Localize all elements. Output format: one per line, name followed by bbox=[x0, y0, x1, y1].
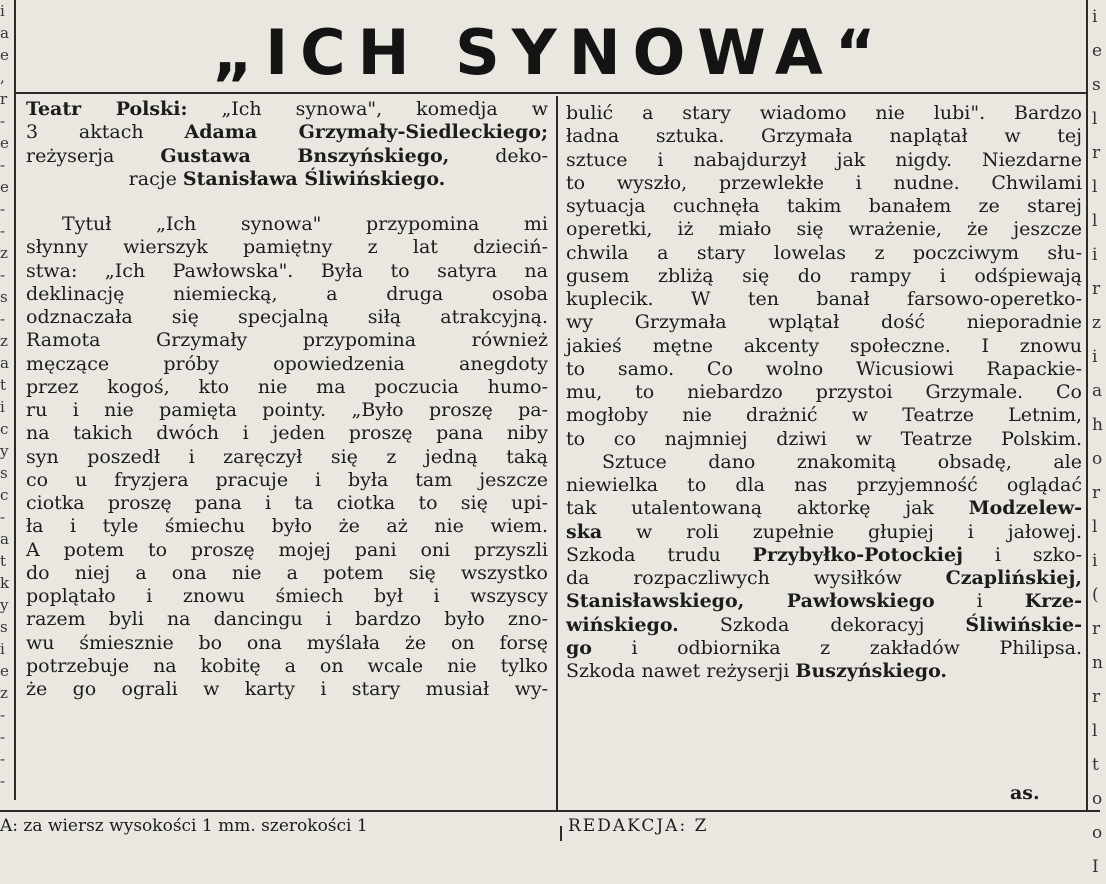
cropped-character: e bbox=[0, 46, 9, 64]
text-line bbox=[26, 446, 548, 469]
text-run: kuplecik. W ten banał farsowo-operetko- bbox=[566, 288, 1082, 310]
text-line bbox=[566, 544, 1082, 567]
cropped-character: I bbox=[1092, 857, 1099, 877]
text-run: sytuacja cuchnęła takim banałem ze starej bbox=[566, 195, 1082, 217]
cropped-character: - bbox=[0, 772, 6, 790]
footer-advertising-rates: A: za wiersz wysokości 1 mm. szerokości 1 bbox=[0, 816, 368, 836]
cropped-character: k bbox=[0, 574, 10, 592]
text-line bbox=[566, 195, 1082, 218]
cropped-character: e bbox=[0, 662, 9, 680]
text-run: w roli zupełnie głupiej i jałowej. bbox=[602, 520, 1082, 543]
bold-name-run: Gustawa Bnszyńskiego, bbox=[160, 144, 450, 167]
text-line bbox=[566, 521, 1082, 544]
bold-name-run: Czaplińskiej, bbox=[945, 567, 1082, 589]
cropped-character: t bbox=[0, 552, 7, 570]
cropped-character: l bbox=[1092, 109, 1098, 129]
cropped-character: - bbox=[0, 266, 6, 284]
cropped-character: z bbox=[0, 244, 8, 262]
cropped-character: l bbox=[1092, 517, 1098, 537]
text-run: i szko- bbox=[962, 543, 1082, 566]
text-line bbox=[26, 562, 548, 585]
left-column-body bbox=[26, 213, 548, 701]
article-headline: „ICH SYNOWA“ bbox=[212, 16, 888, 89]
text-line bbox=[26, 213, 548, 236]
text-run: odznaczała się specjalną siłą atrakcyjną. bbox=[26, 306, 548, 328]
cropped-character: e bbox=[0, 178, 9, 196]
text-line bbox=[26, 306, 548, 329]
text-line bbox=[566, 335, 1082, 358]
text-line bbox=[26, 329, 548, 352]
cropped-character: s bbox=[0, 288, 8, 306]
text-line bbox=[26, 98, 548, 121]
text-run: to samo. Co wolno Wicusiowi Rapackie- bbox=[566, 357, 1082, 380]
text-line bbox=[26, 399, 548, 422]
text-line bbox=[26, 515, 548, 538]
text-run: Sztuce dano znakomitą obsadę, ale bbox=[602, 450, 1082, 473]
text-line bbox=[566, 404, 1082, 427]
text-line bbox=[566, 242, 1082, 265]
cropped-character: r bbox=[0, 90, 8, 108]
text-run: wy Grzymała wplątał dość nieporadnie bbox=[566, 311, 1082, 334]
bold-name-run: wińskiego. bbox=[566, 613, 679, 636]
bold-name-run: ska bbox=[566, 520, 603, 543]
cropped-character: i bbox=[1092, 7, 1098, 27]
text-run: do niej a ona nie a potem się wszystko bbox=[26, 561, 548, 584]
bold-name-run: Teatr Polski: bbox=[26, 98, 188, 120]
cropped-character: i bbox=[1092, 245, 1098, 265]
text-run: syn poszedł i zaręczył się z jedną taką bbox=[26, 445, 548, 468]
bold-name-run: Adama Grzymały-Siedleckiego; bbox=[184, 121, 548, 144]
text-run: przez kogoś, kto nie ma poczucia humo- bbox=[26, 375, 548, 398]
text-run: męczące próby opowiedzenia anegdoty bbox=[26, 352, 548, 375]
cropped-character: o bbox=[1092, 789, 1103, 809]
text-run: deklinację niemiecką, a druga osoba bbox=[26, 282, 548, 305]
cropped-left-column-edge bbox=[0, 0, 12, 800]
cropped-character: r bbox=[1092, 483, 1101, 503]
text-run: da rozpaczliwych wysiłków bbox=[566, 567, 946, 589]
text-run: ru i nie pamięta pointy. „Było proszę pa- bbox=[26, 399, 548, 421]
article-lead bbox=[26, 98, 548, 191]
bold-name-run: Stanisławskiego, Pawłowskiego bbox=[566, 590, 935, 613]
cropped-character: s bbox=[0, 464, 8, 482]
cropped-character: a bbox=[0, 24, 9, 42]
text-line bbox=[26, 260, 548, 283]
text-line bbox=[566, 311, 1082, 334]
bold-name-run: Buszyńskiego. bbox=[795, 660, 948, 682]
text-run: gusem zbliżą się do rampy i odśpiewają bbox=[566, 264, 1082, 287]
text-line bbox=[26, 608, 548, 631]
cropped-character: l bbox=[1092, 721, 1098, 741]
cropped-character: - bbox=[0, 222, 6, 240]
text-run: potrzebuje na kobitę a on wcale nie tylko bbox=[26, 654, 548, 677]
text-run: operetki, iż miało się wrażenie, że jeszcze bbox=[566, 218, 1082, 241]
text-run: niewielka to dla nas przyjemność oglądać bbox=[566, 474, 1082, 496]
text-line bbox=[566, 265, 1082, 288]
text-line bbox=[26, 492, 548, 515]
text-run: „Ich synowa", komedja w bbox=[187, 98, 548, 120]
text-line bbox=[26, 376, 548, 399]
text-run: Szkoda trudu bbox=[566, 543, 753, 566]
text-line bbox=[26, 469, 548, 492]
text-line bbox=[566, 590, 1082, 613]
bold-name-run: Modzelew- bbox=[968, 497, 1082, 520]
text-run: razem byli na dancingu i bardzo było zno- bbox=[26, 608, 548, 631]
text-run: to co najmniej dziwi w Teatrze Polskim. bbox=[566, 427, 1082, 450]
text-line bbox=[26, 422, 548, 445]
cropped-character: i bbox=[1092, 347, 1098, 367]
bold-name-run: Przybyłko-Potockiej bbox=[752, 543, 963, 566]
cropped-character: - bbox=[0, 200, 6, 218]
center-column-rule bbox=[556, 96, 558, 810]
cropped-character: c bbox=[0, 486, 9, 504]
cropped-character: o bbox=[1092, 823, 1103, 843]
text-run: i bbox=[934, 590, 1025, 613]
text-line bbox=[26, 539, 548, 562]
cropped-character: z bbox=[1092, 313, 1101, 333]
text-run: bulić a stary wiadomo nie lubi". Bardzo bbox=[566, 102, 1082, 124]
text-line bbox=[566, 637, 1082, 660]
text-line bbox=[566, 428, 1082, 451]
text-line bbox=[26, 145, 548, 168]
text-run: Ramota Grzymały przypomina również bbox=[26, 329, 548, 352]
footer-rule bbox=[0, 810, 1100, 812]
text-line bbox=[566, 497, 1082, 520]
text-run: Szkoda dekoracyj bbox=[678, 613, 966, 636]
text-run: poplątało i znowu śmiech był i wszyscy bbox=[26, 585, 548, 607]
cropped-character: i bbox=[0, 2, 5, 20]
text-line bbox=[566, 149, 1082, 172]
cropped-character: o bbox=[1092, 449, 1103, 469]
author-signature: as. bbox=[1010, 782, 1040, 804]
cropped-right-column-edge bbox=[1092, 0, 1106, 877]
text-run: słynny wierszyk pamiętny z lat dzieciń- bbox=[26, 236, 548, 259]
text-run: ła i tyle śmiechu było że aż nie wiem. bbox=[26, 515, 548, 538]
text-run: i odbiornika z zakładów Philipsa. bbox=[591, 636, 1082, 659]
text-run: reżyserja bbox=[26, 144, 161, 167]
cropped-character: l bbox=[1092, 211, 1098, 231]
text-line bbox=[566, 172, 1082, 195]
text-run: chwila a stary lowelas z poczciwym słu- bbox=[566, 241, 1082, 264]
bold-name-run: go bbox=[566, 636, 592, 659]
text-run: ładna sztuka. Grzymała naplątał w tej bbox=[566, 125, 1082, 148]
cropped-character: e bbox=[0, 134, 9, 152]
lead-spacer bbox=[26, 191, 548, 213]
footer-column-rule bbox=[560, 826, 562, 841]
cropped-character: z bbox=[0, 684, 8, 702]
cropped-character: s bbox=[0, 618, 8, 636]
cropped-character: r bbox=[1092, 619, 1101, 639]
cropped-character: a bbox=[0, 354, 9, 372]
text-run: ciotka proszę pana i ta ciotka to się upi- bbox=[26, 492, 548, 514]
cropped-character: i bbox=[0, 640, 5, 658]
text-run: A potem to proszę mojej pani oni przyszli bbox=[26, 538, 548, 561]
right-column-rule bbox=[1086, 0, 1088, 810]
right-column bbox=[566, 102, 1082, 683]
cropped-character: r bbox=[1092, 279, 1101, 299]
cropped-character: - bbox=[0, 728, 6, 746]
cropped-character: - bbox=[0, 706, 6, 724]
cropped-character: i bbox=[1092, 551, 1098, 571]
text-run: Tytuł „Ich synowa" przypomina mi bbox=[62, 213, 548, 235]
cropped-character: y bbox=[0, 596, 9, 614]
text-line bbox=[566, 288, 1082, 311]
bold-name-run: Śliwińskie- bbox=[965, 613, 1082, 636]
text-line bbox=[26, 678, 548, 701]
text-run: 3 aktach bbox=[26, 121, 185, 144]
cropped-character: s bbox=[1092, 75, 1101, 95]
text-line bbox=[566, 358, 1082, 381]
text-line bbox=[566, 474, 1082, 497]
text-run: na takich dwóch i jeden proszę pana niby bbox=[26, 422, 548, 445]
cropped-character: t bbox=[0, 376, 7, 394]
text-line bbox=[26, 655, 548, 678]
cropped-character: a bbox=[0, 530, 9, 548]
text-line bbox=[26, 236, 548, 259]
cropped-character: t bbox=[1092, 755, 1099, 775]
cropped-character: ( bbox=[1092, 585, 1099, 605]
text-run: mu, to niebardzo przystoi Grzymale. Co bbox=[566, 381, 1082, 403]
text-run: racje bbox=[128, 167, 183, 190]
text-run: wu śmiesznie bo ona myślała że on forsę bbox=[26, 631, 548, 654]
cropped-character: r bbox=[1092, 687, 1101, 707]
text-line bbox=[26, 121, 548, 144]
cropped-character: l bbox=[1092, 177, 1098, 197]
bold-name-run: Stanisława Śliwińskiego. bbox=[182, 167, 446, 190]
cropped-character: h bbox=[1092, 415, 1103, 435]
text-run: Szkoda nawet reżyserji bbox=[566, 660, 796, 682]
cropped-character: , bbox=[0, 68, 5, 86]
text-line bbox=[26, 632, 548, 655]
text-line bbox=[566, 614, 1082, 637]
cropped-character: - bbox=[0, 112, 6, 130]
text-run: deko- bbox=[449, 144, 549, 167]
cropped-character: - bbox=[0, 310, 6, 328]
text-run: jakieś mętne akcenty społeczne. I znowu bbox=[566, 334, 1082, 357]
cropped-character: a bbox=[1092, 381, 1103, 401]
text-line bbox=[26, 353, 548, 376]
right-column-body bbox=[566, 102, 1082, 683]
cropped-character: c bbox=[0, 420, 9, 438]
cropped-character: y bbox=[0, 442, 9, 460]
text-run: to wyszło, przewlekłe i nudne. Chwilami bbox=[566, 171, 1082, 194]
text-line bbox=[566, 660, 1082, 683]
cropped-character: z bbox=[0, 332, 8, 350]
text-run: że go ograli w karty i stary musiał wy- bbox=[26, 678, 548, 700]
footer-editorial-heading: REDAKCJA: Z bbox=[568, 816, 709, 836]
text-line bbox=[566, 102, 1082, 125]
text-run: stwa: „Ich Pawłowska". Była to satyra na bbox=[26, 259, 548, 282]
text-run: sztuce i nabajdurzył jak nigdy. Niezdarne bbox=[566, 148, 1082, 171]
left-column-rule bbox=[14, 0, 16, 800]
cropped-character: e bbox=[1092, 41, 1103, 61]
cropped-character: - bbox=[0, 156, 6, 174]
cropped-character: i bbox=[0, 398, 5, 416]
text-line bbox=[566, 381, 1082, 404]
text-line bbox=[566, 567, 1082, 590]
cropped-character: r bbox=[1092, 143, 1101, 163]
bold-name-run: Krze- bbox=[1024, 590, 1082, 613]
cropped-character: - bbox=[0, 508, 6, 526]
text-line bbox=[26, 168, 548, 191]
text-line bbox=[566, 451, 1082, 474]
text-line bbox=[26, 283, 548, 306]
cropped-character: - bbox=[0, 750, 6, 768]
cropped-character: n bbox=[1092, 653, 1103, 673]
text-run: mogłoby nie drażnić w Teatrze Letnim, bbox=[566, 404, 1082, 427]
text-line bbox=[26, 585, 548, 608]
text-line bbox=[566, 125, 1082, 148]
headline-underline-rule bbox=[16, 92, 1086, 94]
text-run: co u fryzjera pracuje i była tam jeszcze bbox=[26, 468, 548, 491]
text-run: tak utalentowaną aktorkę jak bbox=[566, 497, 969, 520]
left-column bbox=[26, 98, 548, 701]
text-line bbox=[566, 218, 1082, 241]
